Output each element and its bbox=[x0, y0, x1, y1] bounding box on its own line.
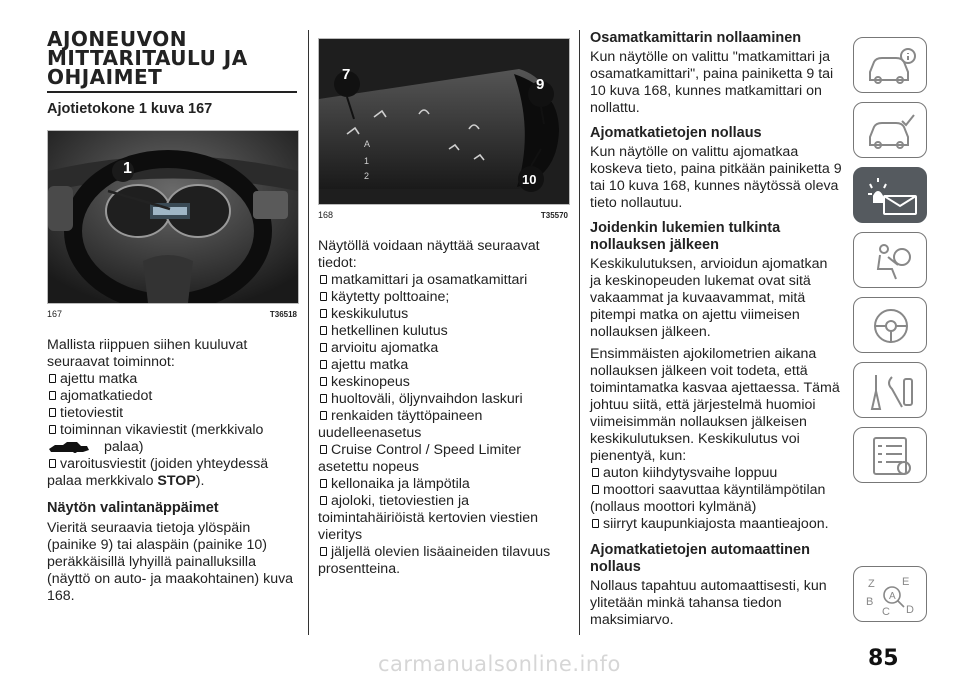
bullet-box-icon bbox=[320, 360, 327, 369]
title-rule bbox=[47, 91, 297, 93]
data-list-icon bbox=[862, 434, 920, 478]
bullet-box-icon bbox=[320, 445, 327, 454]
list-item: keskikulutus bbox=[318, 306, 568, 323]
callout-7: 7 bbox=[342, 66, 351, 83]
dashboard-image bbox=[48, 131, 298, 303]
tab-index[interactable] bbox=[853, 566, 927, 622]
section-heading: Joidenkin lukemien tulkinta nollauksen jälkeen bbox=[590, 220, 781, 253]
svg-text:A: A bbox=[364, 139, 371, 149]
list-item: ajettu matka bbox=[318, 357, 568, 374]
tab-car-info[interactable] bbox=[853, 37, 927, 93]
list-item: matkamittari ja osamatkamittari bbox=[318, 272, 568, 289]
list-item-continuation: palaa) bbox=[47, 439, 297, 456]
svg-text:1: 1 bbox=[364, 156, 370, 166]
column-2 bbox=[318, 30, 568, 578]
bullet-box-icon bbox=[49, 425, 56, 434]
svg-text:2: 2 bbox=[364, 171, 370, 181]
tab-safety[interactable] bbox=[853, 232, 927, 288]
bullet-box-icon bbox=[320, 479, 327, 488]
svg-text:E: E bbox=[902, 576, 910, 588]
bullet-box-icon bbox=[592, 485, 599, 494]
list-item: toiminnan vikaviestit (merkkivalo bbox=[47, 422, 297, 439]
list-item: ajoloki, tietoviestien ja bbox=[318, 493, 568, 510]
column-divider-1 bbox=[308, 30, 309, 635]
svg-text:C: C bbox=[882, 606, 890, 617]
bullet-box-icon bbox=[49, 408, 56, 417]
list-item: Cruise Control / Speed Limiter bbox=[318, 442, 568, 459]
bullet-box-icon bbox=[49, 374, 56, 383]
list-item-continuation: uudelleenasetus bbox=[318, 425, 422, 441]
alphabetical-index-icon bbox=[862, 573, 920, 617]
figure-168 bbox=[318, 38, 568, 224]
bullet-box-icon bbox=[320, 292, 327, 301]
bullet-box-icon bbox=[49, 459, 56, 468]
list-item: jäljellä olevien lisäaineiden tilavuus bbox=[318, 544, 568, 561]
list-item: tietoviestit bbox=[47, 405, 297, 422]
bullet-box-icon bbox=[49, 391, 56, 400]
bullet-box-icon bbox=[320, 326, 327, 335]
steering-wheel-icon bbox=[862, 304, 920, 348]
list-item: moottori saavuttaa käyntilämpötilan bbox=[590, 482, 842, 499]
tab-warning-lights[interactable] bbox=[853, 167, 927, 223]
list-item: siirryt kaupunkiajosta maantieajoon. bbox=[590, 516, 842, 533]
paragraph: Vieritä seuraavia tietoja ylöspäin (painike 9) tai alaspäin (painike 10) peräkkäisillä lyhyillä painalluksilla (näyttö on auto- ja maakohtainen) kuva 168. bbox=[47, 519, 294, 604]
section-heading: Ajomatkatietojen nollaus bbox=[590, 125, 762, 141]
bullet-box-icon bbox=[320, 275, 327, 284]
maintenance-tools-icon bbox=[862, 369, 920, 413]
column-1 bbox=[47, 27, 297, 605]
list-item: käytetty polttoaine; bbox=[318, 289, 568, 306]
section-heading: Ajotietokone 1 kuva 167 bbox=[47, 100, 213, 117]
paragraph: Nollaus tapahtuu automaattisesti, kun ylitetään minkä tahansa tiedon maksimiarvo. bbox=[590, 578, 827, 628]
callout-1: 1 bbox=[123, 159, 132, 177]
car-info-icon bbox=[862, 44, 920, 88]
bullet-box-icon bbox=[320, 547, 327, 556]
tab-car-check[interactable] bbox=[853, 102, 927, 158]
malfunction-warning-light-icon bbox=[47, 439, 91, 455]
page-number: 85 bbox=[868, 646, 899, 671]
car-check-icon bbox=[862, 109, 920, 153]
tab-technical-data[interactable] bbox=[853, 427, 927, 483]
intro-text: Näytöllä voidaan näyttää seuraavat tiedot: bbox=[318, 238, 540, 271]
section-heading: Näytön valintanäppäimet bbox=[47, 499, 219, 516]
bullet-box-icon bbox=[592, 468, 599, 477]
callout-10: 10 bbox=[522, 172, 537, 187]
list-item: renkaiden täyttöpaineen bbox=[318, 408, 568, 425]
figure-caption: 167 T36518 bbox=[47, 308, 297, 319]
svg-text:B: B bbox=[866, 596, 874, 608]
watermark-text: carmanualsonline.info bbox=[378, 652, 621, 676]
figure-167 bbox=[47, 130, 297, 323]
list-item: auton kiihdytysvaihe loppuu bbox=[590, 465, 842, 482]
page-title: AJONEUVON MITTARITAULU JA OHJAIMET bbox=[47, 27, 248, 89]
tab-maintenance[interactable] bbox=[853, 362, 927, 418]
bullet-box-icon bbox=[320, 343, 327, 352]
figure-caption: 168 T35570 bbox=[318, 210, 568, 220]
paragraph: Ensimmäisten ajokilometrien aikana nollauksen jälkeen voit todeta, että toimintamatka kasvaa ajettaessa. Tämä johtuu siitä, että järjestelmä huomioi viimeisimmän nollauksen jälkeisen keskikulutuksen. Keskikulutus voi pienentyä, kun: bbox=[590, 346, 840, 464]
bullet-box-icon bbox=[320, 377, 327, 386]
column-divider-2 bbox=[579, 30, 580, 635]
svg-text:Z: Z bbox=[868, 578, 875, 590]
svg-text:A: A bbox=[889, 591, 896, 602]
bullet-box-icon bbox=[320, 394, 327, 403]
list-item: hetkellinen kulutus bbox=[318, 323, 568, 340]
tab-driving[interactable] bbox=[853, 297, 927, 353]
list-item: ajomatkatiedot bbox=[47, 388, 297, 405]
paragraph: Keskikulutuksen, arvioidun ajomatkan ja keskinopeuden lukemat ovat sitä vakaammat ja kuvaavammat, mitä pitempi matka on ajettu viimeisen nollauksen jälkeen. bbox=[590, 256, 828, 340]
list-item-continuation: palaa merkkivalo STOP). bbox=[47, 472, 205, 489]
callout-9: 9 bbox=[536, 76, 545, 93]
list-item: arvioitu ajomatka bbox=[318, 340, 568, 357]
list-item: varoitusviestit (joiden yhteydessä bbox=[47, 456, 297, 473]
list-item: kellonaika ja lämpötila bbox=[318, 476, 568, 493]
bullet-box-icon bbox=[320, 309, 327, 318]
svg-text:D: D bbox=[906, 604, 914, 616]
section-heading: Ajomatkatietojen automaattinen nollaus bbox=[590, 542, 810, 575]
bullet-box-icon bbox=[320, 496, 327, 505]
list-item: keskinopeus bbox=[318, 374, 568, 391]
paragraph: Kun näytölle on valittu ajomatkaa koskeva tieto, paina pitkään painiketta 9 tai 10 kuva 168, kunnes näytössä oleva tieto nollautuu. bbox=[590, 144, 842, 211]
section-heading: Osamatkamittarin nollaaminen bbox=[590, 30, 802, 46]
list-item-continuation: asetettu nopeus bbox=[318, 459, 419, 475]
bullet-box-icon bbox=[592, 519, 599, 528]
list-item-continuation: toimintahäiriöistä kertovien viestien vieritys bbox=[318, 510, 539, 543]
column-3 bbox=[590, 30, 842, 629]
list-item: ajettu matka bbox=[47, 371, 297, 388]
list-item-continuation: prosentteina. bbox=[318, 561, 401, 577]
list-item: huoltoväli, öljynvaihdon laskuri bbox=[318, 391, 568, 408]
paragraph: Kun näytölle on valittu "matkamittari ja osamatkamittari", paina painiketta 9 tai 10 kuva 168, kunnes matkamittari on nollattu. bbox=[590, 49, 834, 116]
intro-text: Mallista riippuen siihen kuuluvat seuraavat toiminnot: bbox=[47, 336, 248, 370]
bullet-box-icon bbox=[320, 411, 327, 420]
list-item-continuation: (nollaus moottori kylmänä) bbox=[590, 499, 757, 515]
warning-light-icon bbox=[862, 174, 920, 218]
airbag-seat-icon bbox=[862, 239, 920, 283]
